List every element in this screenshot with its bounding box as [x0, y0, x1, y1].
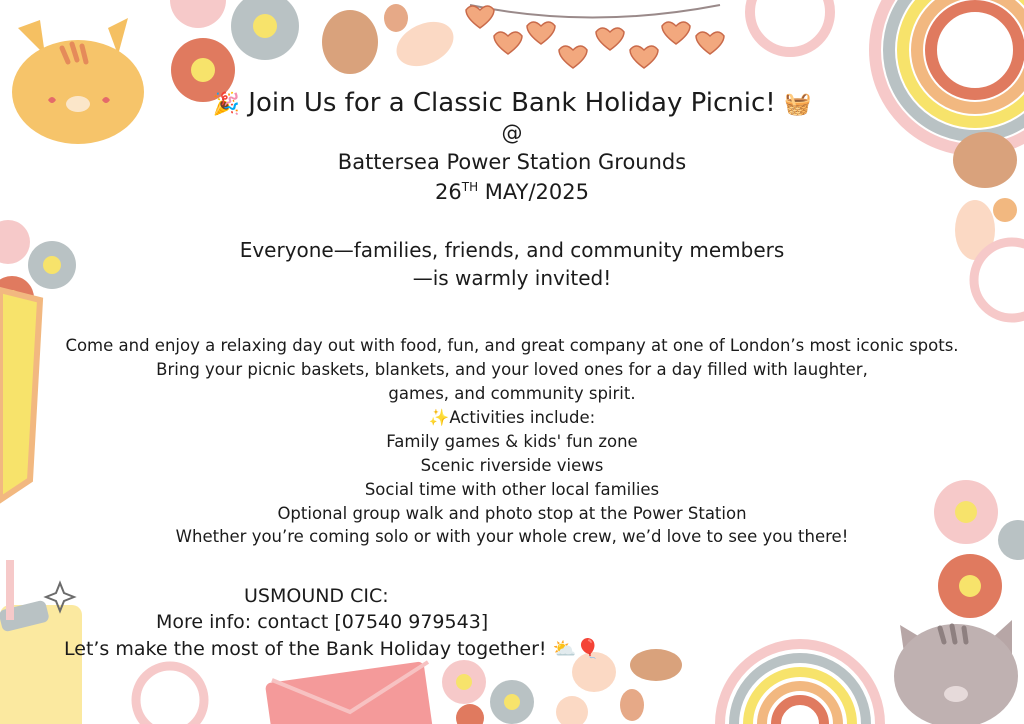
sun-balloon-icons: ⛅🎈 — [552, 638, 600, 660]
flower-grey-top — [231, 0, 299, 60]
bean-shape — [630, 649, 682, 681]
envelope-illustration — [265, 661, 433, 724]
bean-shape — [556, 696, 588, 724]
flower-outline — [136, 666, 204, 724]
flower-orange-bottom — [456, 704, 484, 724]
contact-info: More info: contact [07540 979543] — [156, 611, 489, 633]
flower-pink-top — [170, 0, 226, 28]
activities-heading: Activities include: — [449, 408, 596, 427]
description-line-1: Come and enjoy a relaxing day out with food, fun, and great company at one of London’s most iconic spots. — [65, 336, 959, 355]
at-symbol: @ — [501, 121, 523, 145]
flower-orange-right — [938, 554, 1002, 618]
activities-heading-line — [0, 408, 1024, 428]
description-line-3: games, and community spirit. — [388, 384, 636, 403]
flower-outline — [750, 0, 830, 52]
party-popper-icon: 🎉 — [212, 92, 241, 117]
event-title-line — [0, 88, 1024, 118]
closing-line: Whether you’re coming solo or with your whole crew, we’d love to see you there! — [175, 527, 849, 546]
event-date — [0, 180, 1024, 204]
invite-line-2: —is warmly invited! — [412, 266, 612, 290]
venue: Battersea Power Station Grounds — [337, 150, 687, 174]
rainbow-bottom — [720, 644, 880, 724]
picnic-basket-icon: 🧺 — [783, 92, 812, 117]
flower-pink-bottom — [442, 660, 486, 704]
sparkles-icon: ✨ — [428, 408, 450, 427]
bean-shape — [384, 4, 408, 32]
final-line — [64, 637, 600, 660]
date-month-year: MAY/2025 — [478, 180, 589, 204]
activity-item: Scenic riverside views — [420, 456, 604, 475]
grey-cat-illustration — [894, 620, 1018, 724]
date-day: 26 — [435, 180, 462, 204]
date-suffix: TH — [461, 180, 479, 194]
organizer-name: USMOUND CIC: — [244, 585, 389, 607]
event-title: Join Us for a Classic Bank Holiday Picnic! — [248, 88, 776, 118]
invite-line-1: Everyone—families, friends, and community members — [239, 238, 785, 262]
final-message: Let’s make the most of the Bank Holiday together! — [64, 638, 547, 660]
activity-item: Family games & kids' fun zone — [386, 432, 638, 451]
bean-shape — [620, 689, 644, 721]
bean-shape — [322, 10, 378, 74]
flower-grey-bottom — [490, 680, 534, 724]
heart-garland — [466, 5, 724, 68]
activity-item: Social time with other local families — [364, 480, 660, 499]
description-line-2: Bring your picnic baskets, blankets, and your loved ones for a day filled with laughter, — [156, 360, 868, 379]
activity-item: Optional group walk and photo stop at the Power Station — [277, 504, 747, 523]
